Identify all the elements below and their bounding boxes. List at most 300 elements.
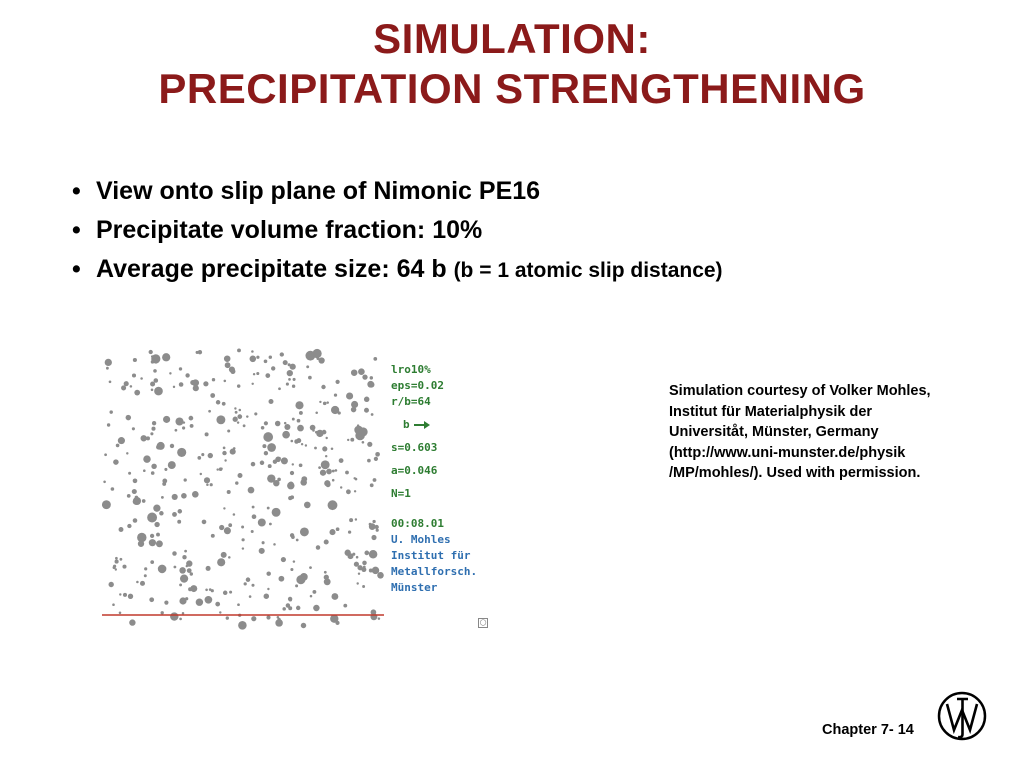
bullet-item (70, 250, 723, 290)
precipitate-particle (324, 571, 327, 574)
bullet-item (70, 211, 723, 250)
precipitate-particle (359, 427, 368, 436)
precipitate-field (102, 348, 384, 630)
precipitate-particle (296, 606, 300, 610)
precipitate-particle (277, 616, 280, 619)
precipitate-particle (316, 545, 321, 550)
precipitate-particle (301, 443, 303, 445)
bullet-note: (b = 1 atomic slip distance) (453, 259, 723, 282)
precipitate-particle (331, 448, 334, 451)
precipitate-particle (262, 444, 266, 448)
precipitate-particle (320, 470, 326, 476)
precipitate-particle (304, 502, 311, 509)
precipitate-particle (326, 469, 332, 475)
precipitate-particle (223, 447, 226, 450)
precipitate-particle (346, 392, 353, 399)
precipitate-particle (130, 385, 133, 388)
precipitate-particle (262, 541, 265, 544)
precipitate-particle (300, 573, 308, 581)
burgers-label: b (403, 418, 410, 431)
precipitate-particle (313, 605, 319, 611)
precipitate-particle (203, 381, 208, 386)
precipitate-particle (246, 415, 248, 417)
precipitate-particle (132, 373, 136, 377)
precipitate-particle (254, 412, 257, 415)
precipitate-particle (149, 350, 153, 354)
precipitate-particle (288, 482, 293, 487)
precipitate-particle (143, 469, 146, 472)
precipitate-particle (159, 511, 163, 515)
precipitate-particle (161, 496, 164, 499)
precipitate-particle (174, 566, 177, 569)
precipitate-particle (154, 378, 159, 383)
precipitate-particle (370, 376, 373, 379)
readout-institute: Institut für (391, 549, 471, 562)
precipitate-particle (200, 473, 202, 475)
precipitate-particle (227, 429, 230, 432)
precipitate-particle (251, 383, 253, 385)
precipitate-particle (284, 422, 287, 425)
precipitate-particle (169, 372, 171, 374)
precipitate-particle (345, 471, 349, 475)
simulation-readout (391, 362, 491, 596)
precipitate-particle (251, 462, 256, 467)
precipitate-particle (297, 419, 301, 423)
precipitate-particle (177, 520, 181, 524)
precipitate-particle (105, 359, 112, 366)
precipitate-particle (111, 487, 115, 491)
precipitate-particle (132, 427, 135, 430)
precipitate-particle (119, 612, 122, 615)
precipitate-particle (364, 397, 369, 402)
precipitate-particle (170, 612, 178, 620)
precipitate-particle (331, 593, 338, 600)
precipitate-particle (375, 525, 379, 529)
precipitate-particle (372, 520, 375, 523)
precipitate-particle (266, 615, 270, 619)
precipitate-particle (172, 512, 177, 517)
precipitate-particle (185, 373, 189, 377)
precipitate-particle (229, 366, 235, 372)
precipitate-particle (371, 413, 374, 416)
precipitate-particle (356, 556, 359, 559)
precipitate-particle (223, 507, 225, 509)
precipitate-particle (190, 572, 193, 575)
precipitate-particle (151, 427, 155, 431)
precipitate-particle (216, 415, 225, 424)
precipitate-particle (164, 468, 167, 471)
precipitate-particle (238, 473, 243, 478)
precipitate-particle (325, 482, 330, 487)
precipitate-particle (154, 522, 159, 527)
precipitate-particle (211, 589, 214, 592)
precipitate-particle (179, 382, 184, 387)
precipitate-particle (284, 424, 290, 430)
precipitate-particle (118, 437, 125, 444)
precipitate-particle (267, 443, 276, 452)
precipitate-particle (212, 378, 215, 381)
precipitate-particle (295, 401, 303, 409)
precipitate-particle (309, 566, 312, 569)
precipitate-particle (315, 411, 318, 414)
precipitate-particle (326, 401, 329, 404)
precipitate-particle (138, 541, 144, 547)
precipitate-particle (182, 426, 185, 429)
precipitate-particle (348, 530, 351, 533)
precipitate-particle (205, 432, 209, 436)
precipitate-particle (264, 359, 268, 363)
precipitate-particle (233, 417, 238, 422)
precipitate-particle (150, 534, 154, 538)
precipitate-particle (151, 354, 160, 363)
precipitate-particle (186, 565, 188, 567)
precipitate-particle (316, 430, 323, 437)
precipitate-particle (143, 455, 150, 462)
precipitate-particle (133, 358, 137, 362)
precipitate-particle (119, 593, 121, 595)
precipitate-particle (322, 446, 327, 451)
precipitate-particle (158, 565, 167, 574)
chapter-footer: Chapter 7- 14 (822, 722, 914, 738)
precipitate-particle (332, 479, 335, 482)
precipitate-particle (299, 411, 303, 415)
precipitate-particle (339, 458, 344, 463)
precipitate-particle (127, 524, 131, 528)
precipitate-particle (140, 535, 143, 538)
precipitate-particle (277, 478, 281, 482)
precipitate-particle (373, 357, 377, 361)
precipitate-particle (295, 584, 298, 587)
precipitate-particle (162, 482, 166, 486)
precipitate-particle (264, 593, 269, 598)
precipitate-particle (163, 416, 170, 423)
precipitate-particle (296, 539, 299, 542)
precipitate-particle (120, 558, 123, 561)
precipitate-particle (312, 429, 315, 432)
precipitate-particle (233, 447, 236, 450)
precipitate-particle (223, 591, 228, 596)
bullet-item (70, 172, 723, 211)
precipitate-particle (202, 520, 207, 525)
precipitate-particle (343, 604, 347, 608)
precipitate-particle (297, 425, 304, 432)
precipitate-particle (319, 401, 321, 403)
precipitate-particle (364, 551, 369, 556)
precipitate-particle (122, 565, 126, 569)
precipitate-particle (364, 408, 369, 413)
precipitate-particle (182, 568, 185, 571)
precipitate-particle (246, 577, 251, 582)
precipitate-particle (328, 500, 338, 510)
precipitate-particle (253, 373, 255, 375)
precipitate-particle (102, 500, 111, 509)
precipitate-particle (161, 611, 164, 614)
precipitate-particle (151, 389, 154, 392)
precipitate-particle (150, 432, 153, 435)
readout-size: r/b=64 (391, 395, 431, 408)
precipitate-particle (308, 376, 312, 380)
precipitate-particle (179, 618, 182, 621)
precipitate-particle (267, 507, 270, 510)
precipitate-particle (312, 349, 321, 358)
precipitate-particle (363, 566, 366, 569)
precipitate-particle (293, 560, 295, 562)
precipitate-particle (260, 461, 265, 466)
precipitate-particle (292, 418, 295, 421)
precipitate-particle (127, 494, 131, 498)
precipitate-particle (151, 464, 156, 469)
precipitate-particle (104, 453, 107, 456)
precipitate-particle (123, 593, 127, 597)
precipitate-particle (190, 424, 194, 428)
precipitate-particle (224, 527, 231, 534)
precipitate-particle (375, 452, 380, 457)
precipitate-particle (314, 447, 317, 450)
precipitate-particle (216, 400, 221, 405)
precipitate-particle (350, 438, 354, 442)
precipitate-particle (325, 455, 327, 457)
precipitate-particle (290, 440, 293, 443)
precipitate-particle (205, 589, 208, 592)
readout-city: Münster (391, 581, 438, 594)
precipitate-particle (133, 478, 138, 483)
precipitate-particle (279, 576, 285, 582)
credit-text: Simulation courtesy of Volker Mohles, Institut für Materialphysik der Universitåt, Münster, Germany (http://www.uni-munster.de/physik /MP/mohles/). Used with permission. (669, 383, 931, 481)
precipitate-particle (329, 529, 335, 535)
precipitate-particle (149, 597, 154, 602)
precipitate-particle (157, 442, 165, 450)
precipitate-particle (154, 387, 163, 396)
precipitate-particle (335, 469, 338, 472)
precipitate-particle (115, 557, 118, 560)
precipitate-particle (362, 561, 367, 566)
precipitate-particle (248, 487, 255, 494)
precipitate-particle (281, 457, 288, 464)
precipitate-particle (162, 353, 170, 361)
precipitate-particle (182, 555, 186, 559)
bullet-text: View onto slip plane of Nimonic PE16 (96, 177, 541, 205)
precipitate-particle (340, 486, 342, 488)
precipitate-particle (134, 390, 140, 396)
precipitate-particle (331, 406, 339, 414)
precipitate-particle (140, 581, 145, 586)
precipitate-particle (175, 417, 183, 425)
precipitate-particle (175, 429, 178, 432)
precipitate-particle (138, 535, 141, 538)
burgers-vector (391, 417, 491, 433)
precipitate-particle (151, 471, 155, 475)
precipitate-particle (227, 490, 231, 494)
precipitate-particle (109, 410, 112, 413)
precipitate-particle (265, 373, 270, 378)
precipitate-particle (251, 584, 254, 587)
precipitate-particle (216, 468, 218, 470)
precipitate-particle (217, 558, 225, 566)
precipitate-particle (256, 372, 259, 375)
precipitate-particle (293, 378, 296, 381)
precipitate-particle (126, 452, 128, 454)
precipitate-particle (189, 416, 194, 421)
precipitate-particle (261, 426, 265, 430)
precipitate-particle (377, 572, 384, 579)
precipitate-particle (252, 506, 255, 509)
precipitate-particle (222, 451, 226, 455)
precipitate-particle (144, 567, 147, 570)
precipitate-particle (132, 489, 137, 494)
precipitate-particle (228, 556, 231, 559)
precipitate-particle (168, 461, 176, 469)
precipitate-particle (206, 566, 211, 571)
precipitate-particle (362, 441, 365, 444)
precipitate-particle (318, 357, 324, 363)
precipitate-particle (288, 378, 291, 381)
precipitate-particle (370, 483, 374, 487)
precipitate-particle (290, 495, 294, 499)
precipitate-particle (258, 519, 266, 527)
precipitate-particle (187, 568, 192, 573)
precipitate-particle (237, 414, 242, 419)
precipitate-particle (288, 363, 291, 366)
precipitate-particle (204, 477, 210, 483)
precipitate-particle (115, 560, 119, 564)
precipitate-particle (147, 513, 157, 523)
precipitate-particle (184, 478, 187, 481)
precipitate-particle (282, 431, 290, 439)
precipitate-particle (286, 603, 290, 607)
precipitate-particle (271, 366, 275, 370)
precipitate-particle (221, 552, 227, 558)
precipitate-particle (150, 560, 154, 564)
precipitate-particle (286, 383, 289, 386)
precipitate-particle (335, 380, 339, 384)
precipitate-particle (124, 381, 129, 386)
precipitate-particle (235, 481, 238, 484)
precipitate-particle (196, 351, 199, 354)
precipitate-particle (182, 612, 185, 615)
precipitate-particle (330, 615, 338, 623)
precipitate-particle (173, 386, 175, 388)
precipitate-particle (266, 571, 270, 575)
precipitate-particle (235, 411, 238, 414)
precipitate-particle (156, 533, 160, 537)
precipitate-particle (371, 609, 377, 615)
precipitate-particle (351, 369, 358, 376)
precipitate-particle (210, 483, 213, 486)
precipitate-particle (180, 574, 188, 582)
precipitate-particle (142, 499, 146, 503)
precipitate-particle (334, 393, 337, 396)
precipitate-particle (318, 466, 321, 469)
precipitate-particle (378, 617, 381, 620)
precipitate-particle (369, 569, 373, 573)
bullet-text: Average precipitate size: 64 b (96, 255, 454, 283)
precipitate-particle (133, 518, 138, 523)
precipitate-particle (301, 476, 307, 482)
precipitate-particle (106, 367, 109, 370)
precipitate-particle (251, 530, 254, 533)
arrow-right-icon (414, 420, 430, 430)
precipitate-particle (103, 481, 106, 484)
precipitate-particle (210, 393, 215, 398)
precipitate-particle (369, 523, 372, 526)
precipitate-particle (300, 527, 309, 536)
precipitate-particle (144, 574, 147, 577)
precipitate-particle (325, 437, 327, 439)
precipitate-particle (252, 514, 257, 519)
precipitate-particle (112, 603, 115, 606)
precipitate-particle (290, 471, 294, 475)
precipitate-particle (374, 457, 378, 461)
precipitate-particle (256, 356, 259, 359)
precipitate-particle (292, 384, 295, 387)
precipitate-particle (126, 415, 131, 420)
precipitate-particle (215, 602, 220, 607)
precipitate-particle (179, 583, 182, 586)
publisher-logo-icon (937, 690, 987, 742)
precipitate-particle (152, 421, 156, 425)
precipitate-particle (128, 472, 131, 475)
precipitate-particle (367, 459, 371, 463)
precipitate-particle (242, 547, 244, 549)
precipitate-particle (323, 402, 327, 406)
precipitate-particle (273, 543, 276, 546)
precipitate-particle (281, 557, 286, 562)
precipitate-particle (264, 421, 268, 425)
simulation-image (102, 348, 494, 630)
precipitate-particle (269, 355, 272, 358)
precipitate-particle (172, 551, 177, 556)
precipitate-particle (287, 370, 293, 376)
title-line-2: PRECIPITATION STRENGTHENING (158, 65, 866, 112)
precipitate-particle (107, 423, 110, 426)
readout-institute-2: Metallforsch. (391, 565, 478, 578)
bullet-text: Precipitate volume fraction: 10% (96, 216, 483, 244)
precipitate-particle (321, 460, 330, 469)
precipitate-particle (224, 459, 226, 461)
precipitate-particle (324, 539, 329, 544)
precipitate-particle (371, 535, 376, 540)
precipitate-particle (119, 527, 124, 532)
precipitate-particle (305, 444, 307, 446)
precipitate-particle (362, 585, 365, 588)
precipitate-particle (156, 540, 163, 547)
precipitate-particle (367, 442, 372, 447)
precipitate-particle (244, 582, 247, 585)
precipitate-particle (196, 598, 203, 605)
precipitate-particle (197, 456, 201, 460)
precipitate-particle (136, 499, 139, 502)
precipitate-particle (272, 508, 281, 517)
precipitate-particle (353, 477, 355, 479)
precipitate-particle (362, 374, 367, 379)
precipitate-particle (153, 369, 157, 373)
readout-a: a=0.046 (391, 464, 438, 477)
corner-icon: ◯ (479, 620, 487, 626)
precipitate-particle (310, 425, 316, 431)
precipitate-particle (185, 597, 188, 600)
precipitate-particle (211, 534, 215, 538)
precipitate-particle (275, 421, 281, 427)
precipitate-particle (354, 562, 359, 567)
precipitate-particle (220, 467, 222, 469)
precipitate-particle (234, 407, 236, 409)
precipitate-particle (349, 518, 353, 522)
precipitate-particle (347, 439, 349, 441)
precipitate-particle (208, 410, 211, 413)
precipitate-particle (259, 548, 265, 554)
precipitate-particle (292, 463, 294, 465)
precipitate-particle (356, 582, 358, 584)
